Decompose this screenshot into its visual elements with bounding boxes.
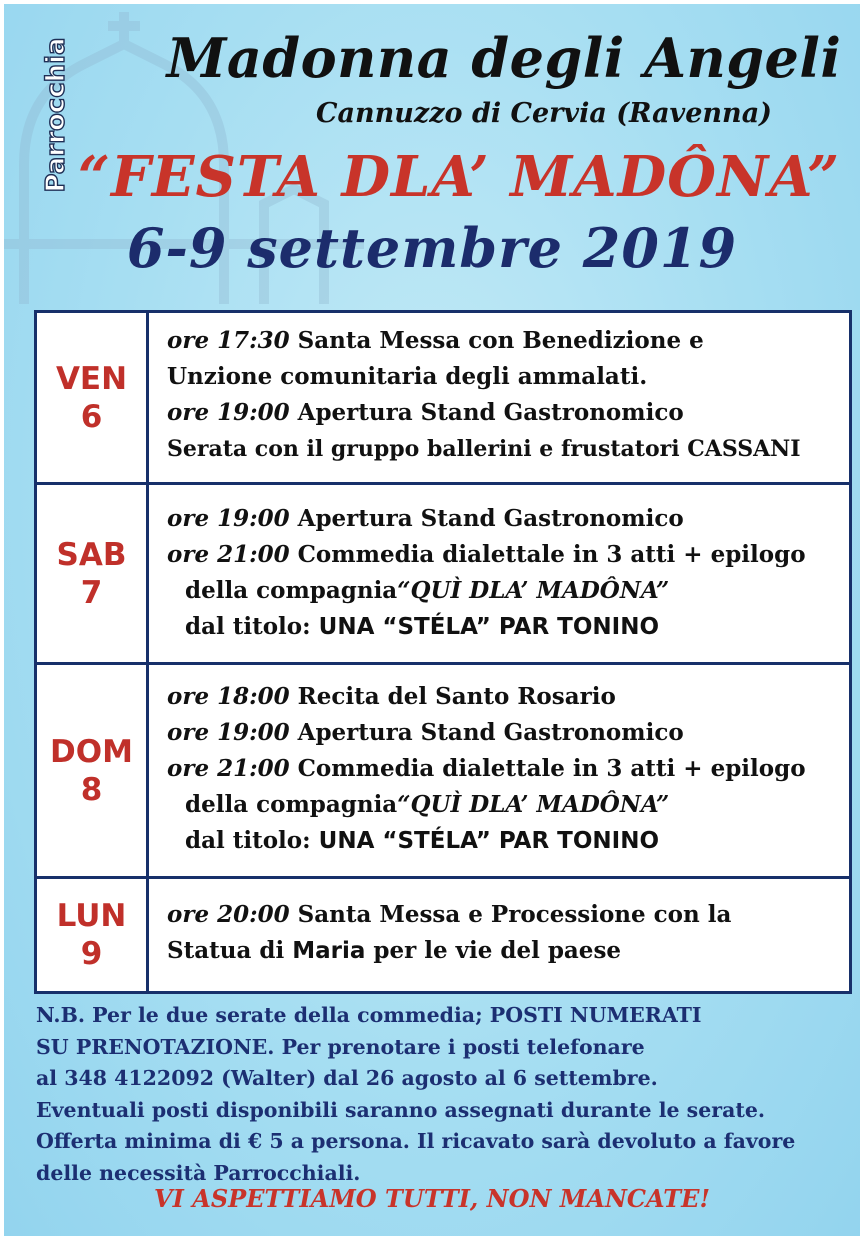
event-text: Commedia dialettale in 3 atti + epilogo bbox=[297, 755, 806, 782]
event-line bbox=[167, 501, 839, 537]
schedule-row-dom bbox=[37, 665, 849, 879]
events-cell bbox=[149, 879, 849, 991]
event-line bbox=[167, 395, 839, 431]
parish-title: Madonna degli Angeli bbox=[166, 26, 842, 90]
event-text: Apertura Stand Gastronomico bbox=[297, 399, 684, 426]
day-name: SAB bbox=[56, 536, 127, 573]
booking-notes bbox=[36, 1000, 856, 1189]
event-text: dal titolo: bbox=[185, 613, 311, 640]
event-time: ore 21:00 bbox=[167, 755, 290, 782]
schedule-row-sab bbox=[37, 485, 849, 665]
event-time: ore 19:00 bbox=[167, 719, 290, 746]
parish-location: Cannuzzo di Cervia (Ravenna) bbox=[316, 98, 772, 129]
schedule-row-lun bbox=[37, 879, 849, 991]
event-line bbox=[167, 897, 839, 933]
event-text: della compagnia bbox=[185, 577, 398, 604]
event-line bbox=[167, 933, 839, 969]
note-text: Per prenotare i posti telefonare bbox=[281, 1034, 645, 1059]
note-line bbox=[36, 1032, 856, 1064]
festival-dates: 6-9 settembre 2019 bbox=[126, 216, 738, 280]
note-highlight: SU PRENOTAZIONE. bbox=[36, 1034, 275, 1059]
event-line bbox=[167, 537, 839, 573]
event-highlight: Maria bbox=[292, 938, 366, 964]
event-text: Apertura Stand Gastronomico bbox=[297, 719, 684, 746]
event-line bbox=[167, 359, 839, 395]
event-time: ore 17:30 bbox=[167, 327, 290, 354]
company-name: “QUÌ DLA’ MADÔNA” bbox=[397, 791, 670, 818]
event-text: Commedia dialettale in 3 atti + epilogo bbox=[297, 541, 806, 568]
day-cell bbox=[37, 313, 149, 482]
note-line bbox=[36, 1000, 856, 1032]
note-text: Per le due serate della commedia; bbox=[92, 1003, 483, 1027]
event-line bbox=[167, 823, 839, 859]
event-time: ore 19:00 bbox=[167, 505, 290, 532]
events-cell bbox=[149, 485, 849, 662]
event-text: Santa Messa con Benedizione e bbox=[297, 327, 704, 354]
company-name: “QUÌ DLA’ MADÔNA” bbox=[397, 577, 670, 604]
note-line: delle necessità Parrocchiali. bbox=[36, 1160, 361, 1185]
day-number: 7 bbox=[80, 574, 103, 611]
event-line bbox=[167, 679, 839, 715]
event-text: Unzione comunitaria degli ammalati. bbox=[167, 363, 648, 390]
event-text: dal titolo: bbox=[185, 827, 311, 854]
event-line bbox=[167, 573, 839, 609]
schedule-row-ven bbox=[37, 313, 849, 485]
day-cell bbox=[37, 879, 149, 991]
event-line bbox=[167, 715, 839, 751]
day-cell bbox=[37, 665, 149, 876]
festival-name: “FESTA DLA’ MADÔNA” bbox=[77, 144, 841, 210]
event-text: della compagnia bbox=[185, 791, 398, 818]
event-text: Statua di bbox=[167, 937, 285, 964]
schedule-table bbox=[34, 310, 852, 994]
day-name: VEN bbox=[55, 360, 128, 397]
day-name: DOM bbox=[50, 733, 133, 770]
event-text: Santa Messa e Processione con la bbox=[297, 901, 732, 928]
event-time: ore 21:00 bbox=[167, 541, 290, 568]
note-line: Eventuali posti disponibili saranno assegnati durante le serate. bbox=[36, 1097, 766, 1122]
poster bbox=[4, 4, 860, 1236]
parish-label-text: Parrocchia bbox=[41, 36, 71, 193]
event-time: ore 18:00 bbox=[167, 683, 290, 710]
day-number: 9 bbox=[80, 936, 103, 972]
event-time: ore 20:00 bbox=[167, 901, 290, 928]
note-label: N.B. bbox=[36, 1003, 86, 1027]
play-title: UNA “STÉLA” PAR TONINO bbox=[318, 614, 660, 640]
event-time: ore 19:00 bbox=[167, 399, 290, 426]
closing-slogan: VI ASPETTIAMO TUTTI, NON MANCATE! bbox=[154, 1184, 710, 1213]
event-line bbox=[167, 431, 839, 467]
day-cell bbox=[37, 485, 149, 662]
events-cell bbox=[149, 313, 849, 482]
event-text: Recita del Santo Rosario bbox=[297, 683, 616, 710]
event-line bbox=[167, 787, 839, 823]
event-text: Serata con il gruppo ballerini e frustatori CASSANI bbox=[167, 436, 801, 462]
note-line: al 348 4122092 (Walter) dal 26 agosto al 6 settembre. bbox=[36, 1066, 658, 1090]
note-highlight: POSTI NUMERATI bbox=[489, 1003, 702, 1027]
event-line bbox=[167, 609, 839, 645]
day-number: 8 bbox=[80, 771, 103, 808]
event-line bbox=[167, 323, 839, 359]
events-cell bbox=[149, 665, 849, 876]
event-text: per le vie del paese bbox=[373, 937, 622, 964]
event-text: Apertura Stand Gastronomico bbox=[297, 505, 684, 532]
note-line: Offerta minima di € 5 a persona. Il ricavato sarà devoluto a favore bbox=[36, 1129, 796, 1153]
day-number: 6 bbox=[80, 398, 103, 435]
event-line bbox=[167, 751, 839, 787]
day-name: LUN bbox=[56, 898, 127, 934]
play-title: UNA “STÉLA” PAR TONINO bbox=[318, 828, 660, 854]
